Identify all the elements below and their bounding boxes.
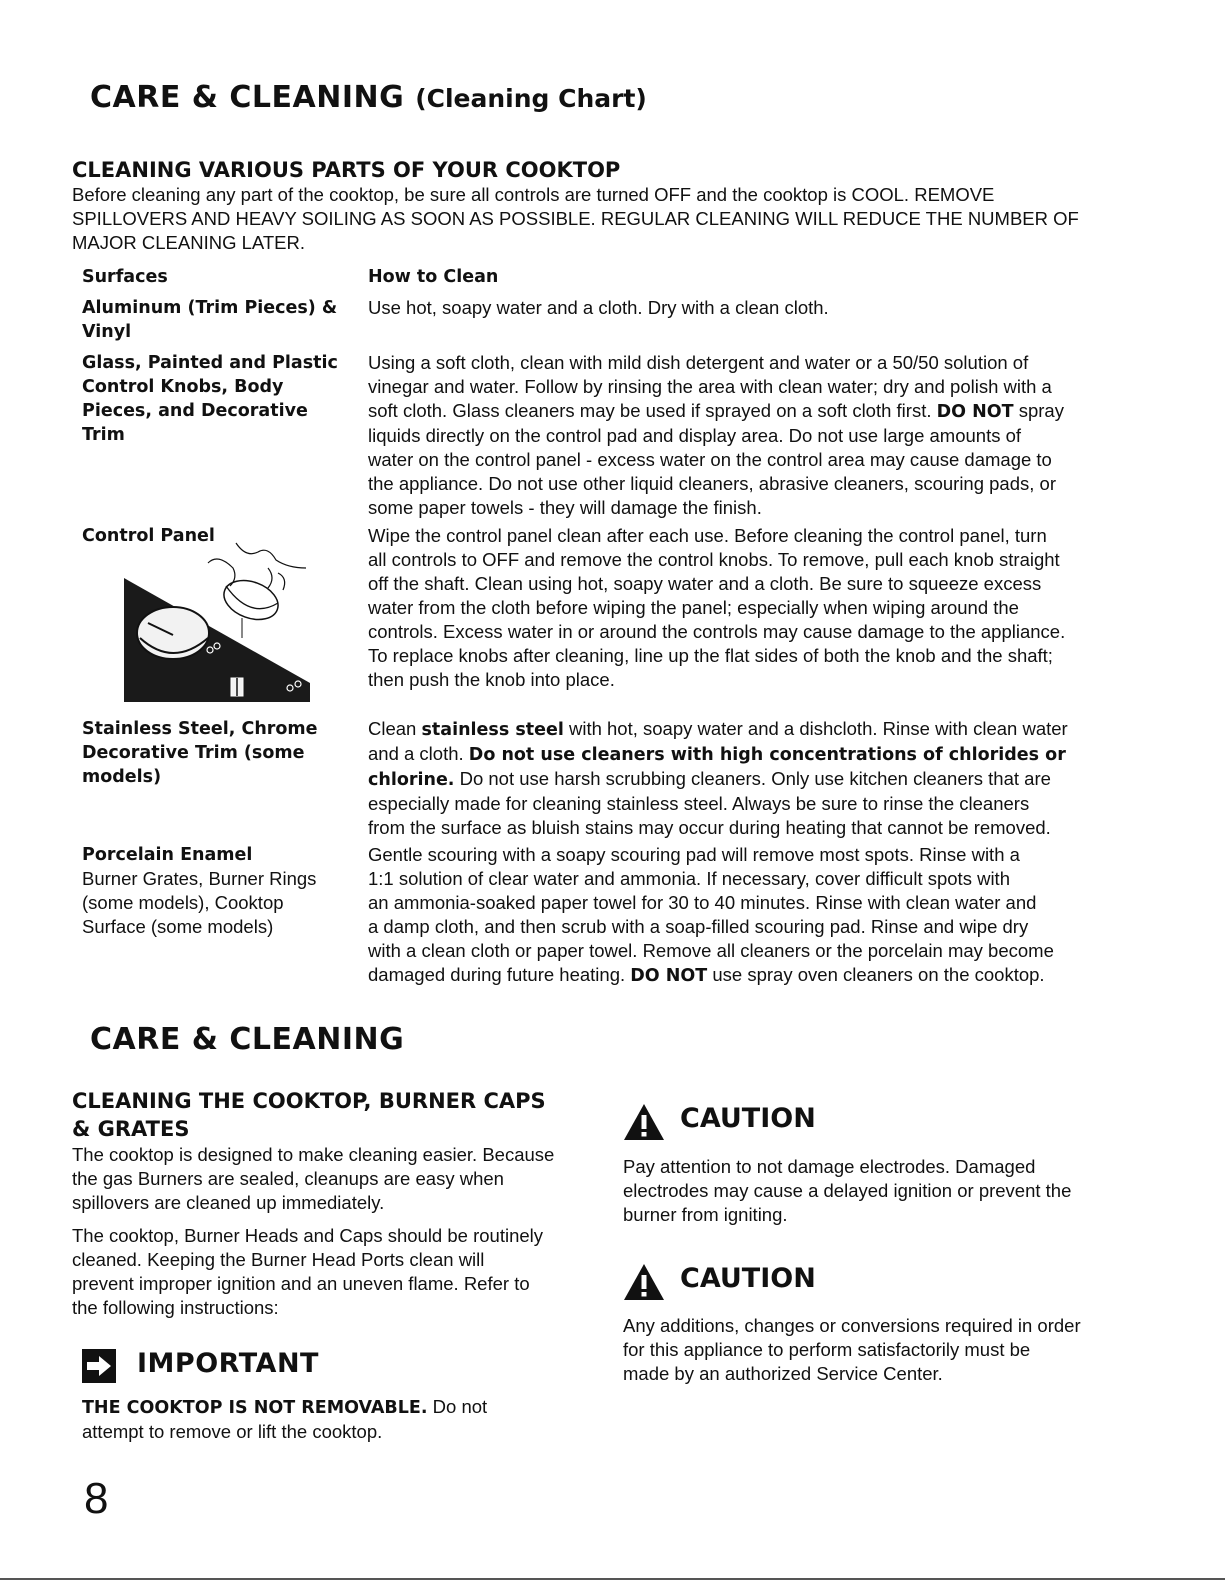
intro-line: SPILLOVERS AND HEAVY SOILING AS SOON AS POSSIBLE. REGULAR CLEANING WILL REDUCE THE NUMBER OF — [72, 208, 1079, 229]
surface-label-line: Stainless Steel, Chrome — [82, 719, 318, 739]
how-text: Clean — [368, 718, 422, 739]
how-line: To replace knobs after cleaning, line up the flat sides of both the knob and the shaft; — [368, 645, 1053, 666]
surface-label-line: Trim — [82, 425, 125, 445]
control-knob-illustration — [118, 538, 318, 708]
how-line: Using a soft cloth, clean with mild dish detergent and water or a 50/50 solution of — [368, 352, 1029, 373]
para-line: The cooktop is designed to make cleaning easier. Because — [72, 1144, 555, 1165]
how-line: Wipe the control panel clean after each use. Before cleaning the control panel, turn — [368, 525, 1047, 546]
how-line — [368, 742, 1148, 767]
intro-paragraph — [72, 183, 1172, 255]
surface-label-line: Burner Grates, Burner Rings — [82, 868, 317, 889]
how-line: vinegar and water. Follow by rinsing the area with clean water; dry and polish with a — [368, 376, 1052, 397]
caution-text-electrodes — [623, 1155, 1143, 1227]
surface-label-line: Pieces, and Decorative — [82, 401, 308, 421]
warning-triangle-icon — [622, 1262, 666, 1302]
how-line: a damp cloth, and then scrub with a soap-filled scouring pad. Rinse and wipe dry — [368, 916, 1029, 937]
how-line: off the shaft. Clean using hot, soapy water and a cloth. Be sure to squeeze excess — [368, 573, 1042, 594]
how-line: liquids directly on the control pad and display area. Do not use large amounts of — [368, 425, 1022, 446]
surface-label-line: Decorative Trim (some — [82, 743, 305, 763]
emphasis-do-not: DO NOT — [936, 402, 1014, 422]
how-line: some paper towels - they will damage the finish. — [368, 497, 762, 518]
para-line: the gas Burners are sealed, cleanups are easy when — [72, 1168, 504, 1189]
how-line: the appliance. Do not use other liquid cleaners, abrasive cleaners, scouring pads, or — [368, 473, 1056, 494]
how-line: 1:1 solution of clear water and ammonia. If necessary, cover difficult spots with — [368, 868, 1010, 889]
how-text: with hot, soapy water and a dishcloth. Rinse with clean water — [563, 718, 1068, 739]
how-line — [368, 767, 1148, 792]
how-text: Do not use harsh scrubbing cleaners. Only use kitchen cleaners that are — [454, 768, 1051, 789]
caution-title: CAUTION — [680, 1263, 816, 1294]
section-heading-various-parts: CLEANING VARIOUS PARTS OF YOUR COOKTOP — [72, 158, 621, 182]
how-line: water from the cloth before wiping the panel; especially when wiping around the — [368, 597, 1019, 618]
cooktop-paragraph-2 — [72, 1224, 602, 1320]
how-line — [368, 717, 1148, 742]
arrow-icon — [82, 1349, 116, 1383]
how-text: use spray oven cleaners on the cooktop. — [707, 964, 1045, 985]
how-text: spray — [1013, 400, 1064, 421]
intro-line: MAJOR CLEANING LATER. — [72, 232, 306, 253]
para-line: prevent improper ignition and an uneven flame. Refer to — [72, 1273, 530, 1294]
how-line: Gentle scouring with a soapy scouring pad will remove most spots. Rinse with a — [368, 844, 1020, 865]
caution-text-service — [623, 1314, 1163, 1386]
how-to-clean-glass — [368, 351, 1148, 520]
surface-label-line: Vinyl — [82, 322, 132, 342]
caution-line: made by an authorized Service Center. — [623, 1363, 943, 1384]
page-number: 8 — [84, 1474, 109, 1523]
para-line: spillovers are cleaned up immediately. — [72, 1192, 385, 1213]
how-to-clean-aluminum — [368, 296, 1128, 320]
surface-label-aluminum — [82, 296, 357, 344]
caution-line: Any additions, changes or conversions required in order — [623, 1315, 1081, 1336]
how-line: controls. Excess water in or around the controls may cause damage to the appliance. — [368, 621, 1066, 642]
cooktop-paragraph-1 — [72, 1143, 602, 1215]
column-header-how-to-clean: How to Clean — [368, 267, 499, 287]
caution-line: electrodes may cause a delayed ignition or prevent the — [623, 1180, 1072, 1201]
heading-line: & GRATES — [72, 1117, 190, 1141]
important-bold: THE COOKTOP IS NOT REMOVABLE. — [82, 1398, 428, 1418]
surface-label-line: Aluminum (Trim Pieces) & — [82, 298, 338, 318]
how-line: Use hot, soapy water and a cloth. Dry with a clean cloth. — [368, 297, 829, 318]
how-to-clean-porcelain — [368, 843, 1148, 988]
surface-label-line: Control Knobs, Body — [82, 377, 284, 397]
important-text-part: Do not — [427, 1396, 488, 1417]
emphasis-do-not: DO NOT — [630, 966, 708, 986]
how-line: an ammonia-soaked paper towel for 30 to 40 minutes. Rinse with clean water and — [368, 892, 1037, 913]
surface-label-porcelain — [82, 843, 357, 939]
how-line: especially made for cleaning stainless steel. Always be sure to rinse the cleaners — [368, 793, 1030, 814]
how-line: then push the knob into place. — [368, 669, 615, 690]
how-line: with a clean cloth or paper towel. Remove all cleaners or the porcelain may become — [368, 940, 1054, 961]
page-title-main: CARE & CLEANING — [90, 80, 405, 115]
caution-line: for this appliance to perform satisfactorily must be — [623, 1339, 1031, 1360]
important-text — [82, 1395, 602, 1444]
section-title-care-cleaning: CARE & CLEANING — [90, 1022, 405, 1057]
how-text: and a cloth. — [368, 743, 469, 764]
surface-label-line: Porcelain Enamel — [82, 845, 253, 865]
important-line — [82, 1395, 602, 1420]
how-line — [368, 963, 1148, 988]
emphasis-stainless-steel: stainless steel — [421, 720, 564, 740]
how-text: soft cloth. Glass cleaners may be used if sprayed on a soft cloth first. — [368, 400, 932, 421]
surface-label-stainless-steel — [82, 717, 357, 789]
surface-label-control-panel: Control Panel — [82, 526, 215, 546]
bottom-rule — [0, 1578, 1225, 1580]
how-line — [368, 399, 1148, 424]
page-title-sub: (Cleaning Chart) — [415, 84, 647, 113]
important-line: attempt to remove or lift the cooktop. — [82, 1421, 383, 1442]
para-line: The cooktop, Burner Heads and Caps should be routinely — [72, 1225, 544, 1246]
surface-label-line: Surface (some models) — [82, 916, 274, 937]
how-to-clean-control-panel — [368, 524, 1148, 692]
intro-line: Before cleaning any part of the cooktop, be sure all controls are turned OFF and the cooktop is COOL. REMOVE — [72, 184, 995, 205]
how-text: damaged during future heating. — [368, 964, 631, 985]
surface-label-line: Glass, Painted and Plastic — [82, 353, 338, 373]
how-line: from the surface as bluish stains may occur during heating that cannot be removed. — [368, 817, 1051, 838]
para-line: cleaned. Keeping the Burner Head Ports clean will — [72, 1249, 485, 1270]
caution-line: Pay attention to not damage electrodes. Damaged — [623, 1156, 1036, 1177]
surface-label-line: models) — [82, 767, 162, 787]
warning-triangle-icon — [622, 1102, 666, 1142]
emphasis-warning: Do not use cleaners with high concentrations of chlorides or — [468, 745, 1066, 765]
how-line: water on the control panel - excess water on the control area may cause damage to — [368, 449, 1052, 470]
para-line: the following instructions: — [72, 1297, 279, 1318]
surface-label-line: (some models), Cooktop — [82, 892, 284, 913]
surface-label-glass — [82, 351, 357, 447]
caution-line: burner from igniting. — [623, 1204, 788, 1225]
emphasis-warning: chlorine. — [368, 770, 455, 790]
how-to-clean-stainless-steel — [368, 717, 1148, 840]
how-line: all controls to OFF and remove the control knobs. To remove, pull each knob straight — [368, 549, 1060, 570]
heading-line: CLEANING THE COOKTOP, BURNER CAPS — [72, 1089, 546, 1113]
column-header-surfaces: Surfaces — [82, 267, 168, 287]
page-title — [90, 80, 647, 115]
caution-title: CAUTION — [680, 1103, 816, 1134]
important-title: IMPORTANT — [137, 1348, 319, 1379]
section-heading-cooktop-caps-grates — [72, 1087, 592, 1143]
